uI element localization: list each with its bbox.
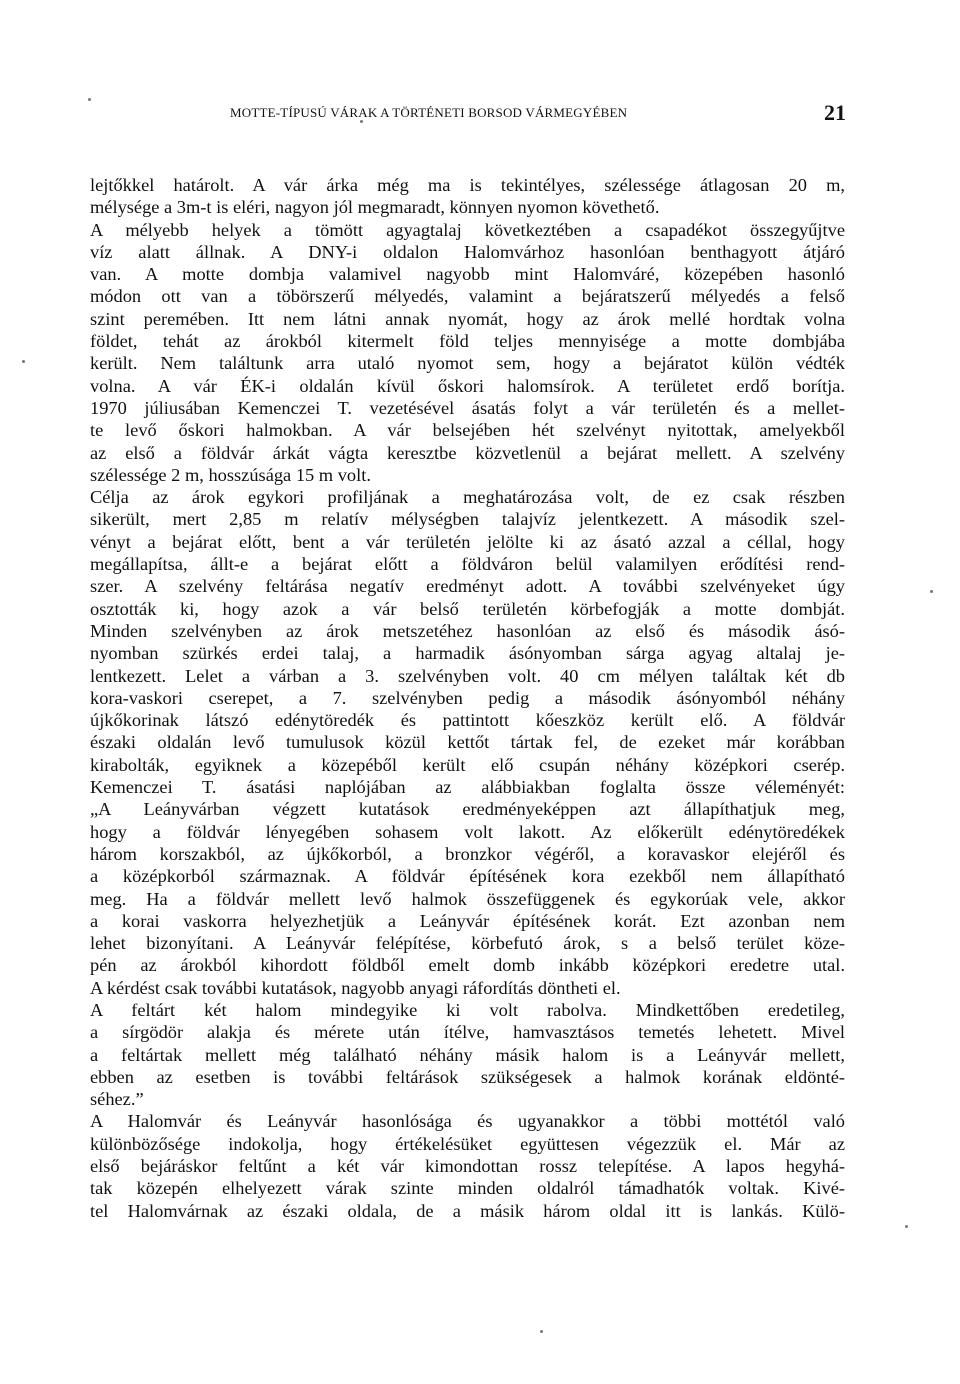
text-line: meg. Ha a földvár mellett levő halmok összefüggenek és egykorúak vele, akkor	[90, 888, 845, 909]
text-line: van. A motte dombja valamivel nagyobb mint Halomváré, közepében hasonló	[90, 264, 845, 285]
running-header	[230, 100, 850, 130]
text-line: pén az árokból kihordott földből emelt domb inkább középkori eredetre utal.	[90, 955, 845, 976]
text-line: módon ott van a töbörszerű mélyedés, valamint a bejáratszerű mélyedés a felső	[90, 286, 845, 307]
scan-speck	[540, 1330, 543, 1333]
text-line: kora-vaskori cserepet, a 7. szelvényben pedig a második ásónyomból néhány	[90, 687, 845, 708]
text-line: volna. A vár ÉK-i oldalán kívül őskori halomsírok. A területet erdő borítja.	[90, 375, 845, 396]
scan-speck	[88, 98, 91, 101]
text-line: vényt a bejárat előtt, bent a vár területén jelölte ki az ásató azzal a céllal, hogy	[90, 531, 845, 552]
text-line: A kérdést csak további kutatások, nagyobb anyagi ráfordítás döntheti el.	[90, 977, 621, 998]
text-line: lehet bizonyítani. A Leányvár felépítése, körbefutó árok, s a belső terület köze-	[90, 933, 845, 954]
text-line: három korszakból, az újkőkorból, a bronzkor végéről, a koravaskor elejéről és	[90, 843, 845, 864]
text-line: a korai vaskorra helyezhetjük a Leányvár építésének korát. Ezt azonban nem	[90, 910, 845, 931]
text-line: Kemenczei T. ásatási naplójában az alábbiakban foglalta össze véleményét:	[90, 777, 845, 798]
text-line: újkőkorinak látszó edénytöredék és pattintott kőeszköz került elő. A földvár	[90, 710, 845, 731]
text-line: megállapítsa, állt-e a bejárat előtt a földváron belül valamilyen erődítési rend-	[90, 554, 845, 575]
page-number: 21	[824, 100, 846, 125]
text-line: szer. A szelvény feltárása negatív eredményt adott. A további szelvényeket úgy	[90, 576, 845, 597]
running-title: MOTTE-TÍPUSÚ VÁRAK A TÖRTÉNETI BORSOD VÁRMEGYÉBEN	[230, 105, 628, 120]
text-line: A mélyebb helyek a tömött agyagtalaj következtében a csapadékot összegyűjtve	[90, 219, 845, 240]
text-line: 1970 júliusában Kemenczei T. vezetésével ásatás folyt a vár területén és a mellet-	[90, 397, 845, 418]
text-line: tel Halomvárnak az északi oldala, de a másik három oldal itt is lankás. Külö-	[90, 1200, 845, 1221]
text-line: osztották ki, hogy azok a vár belső területén körbefogják a motte dombját.	[90, 598, 845, 619]
text-line: te levő őskori halmokban. A vár belsejében hét szelvényt nyitottak, amelyekből	[90, 420, 845, 441]
scan-speck	[905, 1225, 908, 1228]
scan-speck	[930, 590, 933, 593]
text-line: a feltártak mellett még található néhány másik halom is a Leányvár mellett,	[90, 1044, 845, 1065]
text-line: szélessége 2 m, hosszúsága 15 m volt.	[90, 464, 371, 485]
text-line: lejtőkkel határolt. A vár árka még ma is tekintélyes, szélessége átlagosan 20 m,	[90, 175, 845, 195]
text-line: lentkezett. Lelet a várban a 3. szelvényben volt. 40 cm mélyen találtak két db	[90, 665, 845, 686]
scan-speck	[22, 360, 25, 363]
text-line: víz alatt állnak. A DNY-i oldalon Halomvárhoz hasonlóan benthagyott átjáró	[90, 241, 845, 262]
text-line: a középkorból származnak. A földvár építésének kora ezekből nem állapítható	[90, 866, 845, 887]
text-line: tak közepén elhelyezett várak szinte minden oldalról támadhatók voltak. Kivé-	[90, 1178, 845, 1199]
text-line: került. Nem találtunk arra utaló nyomot sem, hogy a bejáratot külön védték	[90, 353, 845, 374]
text-line: séhez.”	[90, 1089, 144, 1110]
text-line: szint peremében. Itt nem látni annak nyomát, hogy az árok mellé hordtak volna	[90, 308, 845, 329]
text-line: Célja az árok egykori profiljának a meghatározása volt, de ez csak részben	[90, 487, 845, 508]
text-line: első bejáráskor feltűnt a két vár kimondottan rossz telepítése. A lapos hegyhá-	[90, 1156, 845, 1177]
text-line: mélysége a 3m-t is eléri, nagyon jól megmaradt, könnyen nyomon követhető.	[90, 197, 660, 218]
text-line: hogy a földvár lényegében sohasem volt lakott. Az előkerült edénytöredékek	[90, 821, 845, 842]
text-line: különbözősége indokolja, hogy értékelésüket együttesen végezzük el. Már az	[90, 1133, 845, 1154]
text-line: A feltárt két halom mindegyike ki volt rabolva. Mindkettőben eredetileg,	[90, 999, 845, 1020]
text-line: ebben az esetben is további feltárások szükségesek a halmok korának eldönté-	[90, 1066, 845, 1087]
text-line: Minden szelvényben az árok metszetéhez hasonlóan az első és második ásó-	[90, 620, 845, 641]
text-line: A Halomvár és Leányvár hasonlósága és ugyanakkor a többi mottétól való	[90, 1111, 845, 1132]
text-line: földet, tehát az árokból kitermelt föld teljes mennyisége a motte dombjába	[90, 331, 845, 352]
body-text	[90, 174, 845, 1222]
text-line: északi oldalán levő tumulusok közül kettőt tártak fel, de ezeket már korábban	[90, 732, 845, 753]
text-line: nyomban szürkés erdei talaj, a harmadik ásónyomban sárga agyag altalaj je-	[90, 643, 845, 664]
text-line: a sírgödör alakja és mérete után ítélve, hamvasztásos temetés lehetett. Mivel	[90, 1022, 845, 1043]
text-line: kirabolták, egyiknek a közepéből került elő csupán néhány középkori cserép.	[90, 754, 845, 775]
text-line: „A Leányvárban végzett kutatások eredményeképpen azt állapíthatjuk meg,	[90, 799, 845, 820]
text-line: sikerült, mert 2,85 m relatív mélységben talajvíz jelentkezett. A második szel-	[90, 509, 845, 530]
text-line: az első a földvár árkát vágta keresztbe közvetlenül a bejárat mellett. A szelvény	[90, 442, 845, 463]
scan-speck	[360, 120, 363, 123]
